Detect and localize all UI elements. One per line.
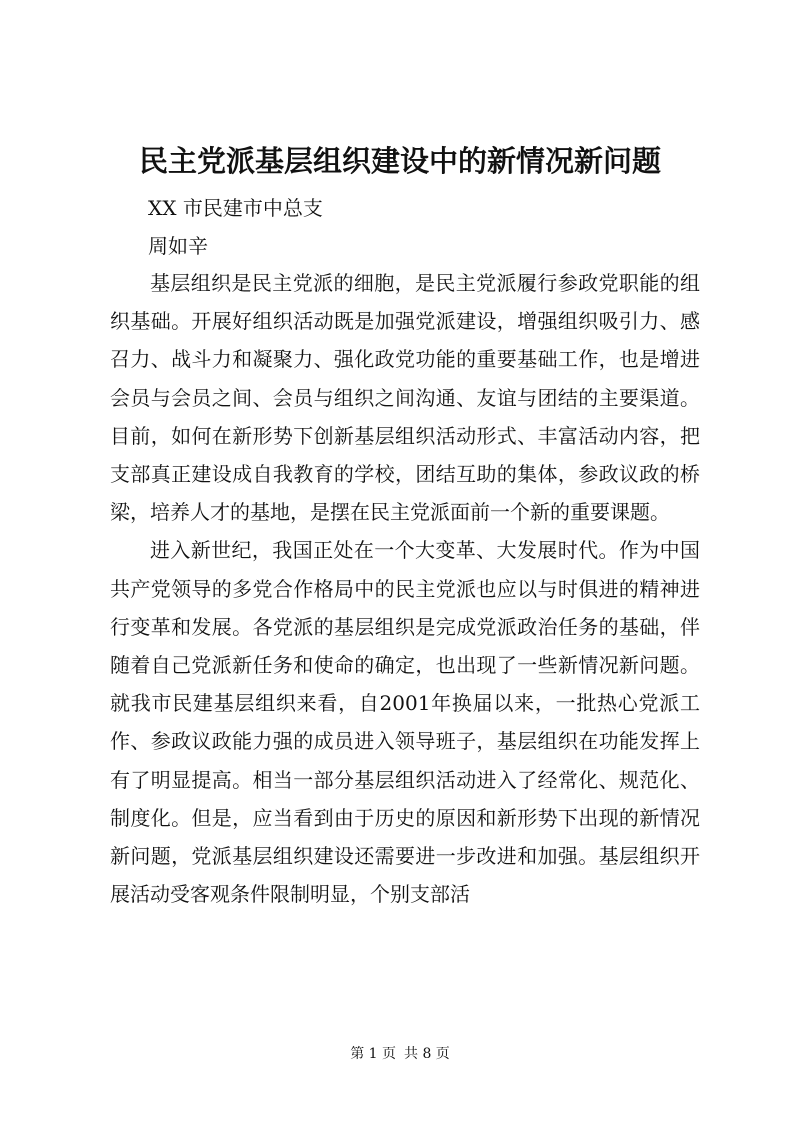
author-organization: XX 市民建市中总支: [148, 196, 323, 220]
body-paragraph-1: 基层组织是民主党派的细胞，是民主党派履行参政党职能的组织基础。开展好组织活动既是加强党派建设，增强组织吸引力、感召力、战斗力和凝聚力、强化政党功能的重要基础工作，也是增进会员与会员之间、会员与组织之间沟通、友谊与团结的主要渠道。目前，如何在新形势下创新基层组织活动形式、丰富活动内容，把支部真正建设成自我教育的学校，团结互助的集体，参政议政的桥梁，培养人才的基地，是摆在民主党派面前一个新的重要课题。: [110, 271, 700, 525]
document-title: 民主党派基层组织建设中的新情况新问题: [138, 144, 661, 178]
page-number: 第 1 页: [350, 1046, 396, 1062]
page-footer: [0, 1044, 800, 1064]
page-total: 共 8 页: [404, 1046, 450, 1062]
author-name: 周如辛: [148, 234, 208, 258]
body-paragraph-2: 进入新世纪，我国正处在一个大变革、大发展时代。作为中国共产党领导的多党合作格局中的民主党派也应以与时俱进的精神进行变革和发展。各党派的基层组织是完成党派政治任务的基础，伴随着自己党派新任务和使命的确定，也出现了一些新情况新问题。就我市民建基层组织来看，自2001年换届以来，一批热心党派工作、参政议政能力强的成员进入领导班子，基层组织在功能发挥上有了明显提高。相当一部分基层组织活动进入了经常化、规范化、制度化。但是，应当看到由于历史的原因和新形势下出现的新情况新问题，党派基层组织建设还需要进一步改进和加强。基层组织开展活动受客观条件限制明显，个别支部活: [110, 538, 700, 907]
document-body: [110, 264, 700, 913]
